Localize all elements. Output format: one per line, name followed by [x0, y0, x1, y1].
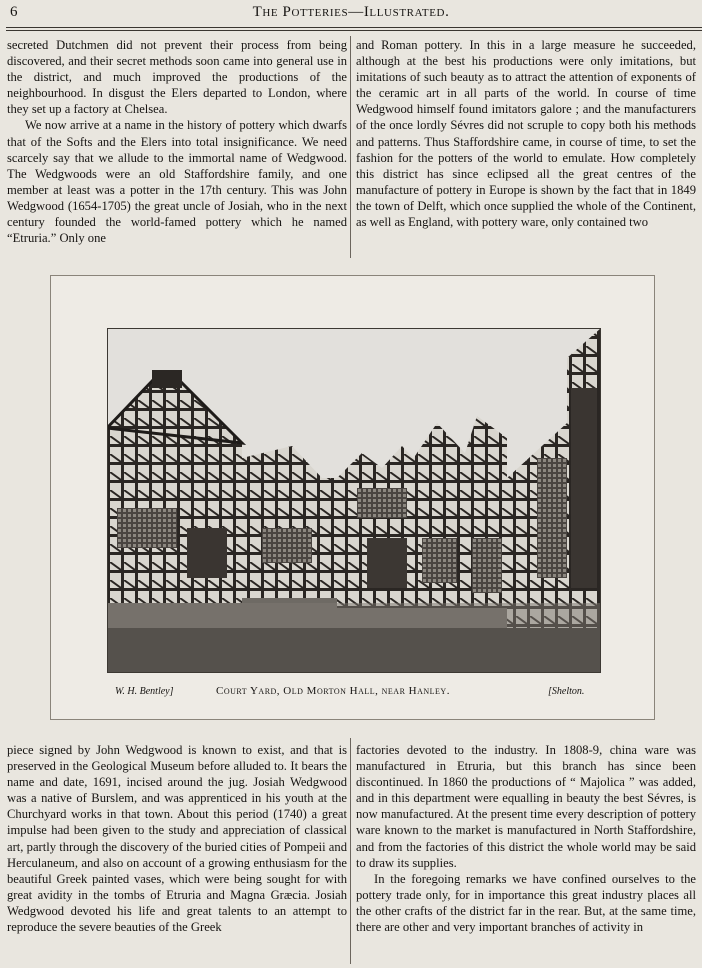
paragraph: factories devoted to the industry. In 1808-9, china ware was manufactured in Etruria, but this branch has since been discontinued. In 1860 the productions of “ Majolica ” was added, and in this department were equalling in beauty the best Sévres, is now manufactured. At the present time every description of pottery ware known to the market is manufactured in North Staffordshire, and from the factories of this district the whole world may be said to draw its supplies.: [356, 743, 696, 870]
figure-caption: Court Yard, Old Morton Hall, near Hanley.: [216, 685, 450, 697]
paragraph: In the foregoing remarks we have confined ourselves to the pottery trade only, for in importance this great industry places all the other crafts of the district far in the rear. But, at the same time, there are other and very important branches of activity in: [356, 871, 696, 935]
paragraph: piece signed by John Wedgwood is known to exist, and that is preserved in the Geological Museum before alluded to. It bears the name and date, 1691, incised around the jug. Josiah Wedgwood was a native of Burslem, and was apprenticed in his youth at the Churchyard works in that town. About this period (1740) a great impulse had been given to the study and appreciation of classical art, partly through the discovery of the buried cities of Pompeii and Herculaneum, and also on account of a growing enthusiasm for the beautiful Greek painted vases, which were being sought for with great avidity in the tombs of Etruria and Magna Græcia. Josiah Wedgwood devoted his life and great talents to an attempt to reproduce the severe beauties of the Greek: [7, 743, 347, 935]
text-column-bottom-right: [356, 742, 696, 935]
location-credit: [Shelton.: [548, 686, 585, 697]
paragraph: We now arrive at a name in the history of pottery which dwarfs that of the Softs and the Elers into total insignificance. We need scarcely say that we allude to the immortal name of Wedgwood. The Wedgwoods were an old Staffordshire family, and one member at least was a potter in the 17th century. This was John Wedgwood (1654-1705) the great uncle of Josiah, who in the next century founded the world-famed pottery which he named “Etruria.” Only one: [7, 118, 347, 246]
header-rule: [6, 27, 702, 28]
text-column-top-right: [356, 37, 696, 230]
text-column-bottom-left: [7, 742, 347, 935]
column-divider: [350, 738, 351, 964]
paragraph: secreted Dutchmen did not prevent their process from being discovered, and their secret methods soon came into general use in the district, and much improved the productions of the neighbourhood. In disgust the Elers departed to London, where they set up a factory at Chelsea.: [7, 38, 347, 117]
photo-plate: [50, 275, 655, 720]
running-head: The Potteries—Illustrated.: [252, 4, 450, 20]
photographer-credit: W. H. Bentley]: [115, 686, 174, 697]
paragraph: and Roman pottery. In this in a large measure he succeeded, although at the best his productions were only imitations, but imitations of such beauty as to attract the attention of exponents of the ceramic art in all parts of the world. In course of time Wedgwood himself found imitators galore ; and the manufacturers of the once lordly Sévres did not scruple to copy both his methods and patterns. Thus Staffordshire came, in course of time, to set the fashion for the potters of the world to emulate. How completely this district has since eclipsed all the great centres of the manufacture of pottery in Europe is shown by the fact that in 1849 the town of Delft, which once supplied the whole of the Continent, as well as England, with pottery ware, only contained two: [356, 38, 696, 230]
text-column-top-left: [7, 37, 347, 246]
column-divider: [350, 36, 351, 258]
court-yard-photograph: [107, 328, 601, 673]
header-rule-double: [6, 30, 702, 31]
page-number: 6: [10, 4, 18, 20]
